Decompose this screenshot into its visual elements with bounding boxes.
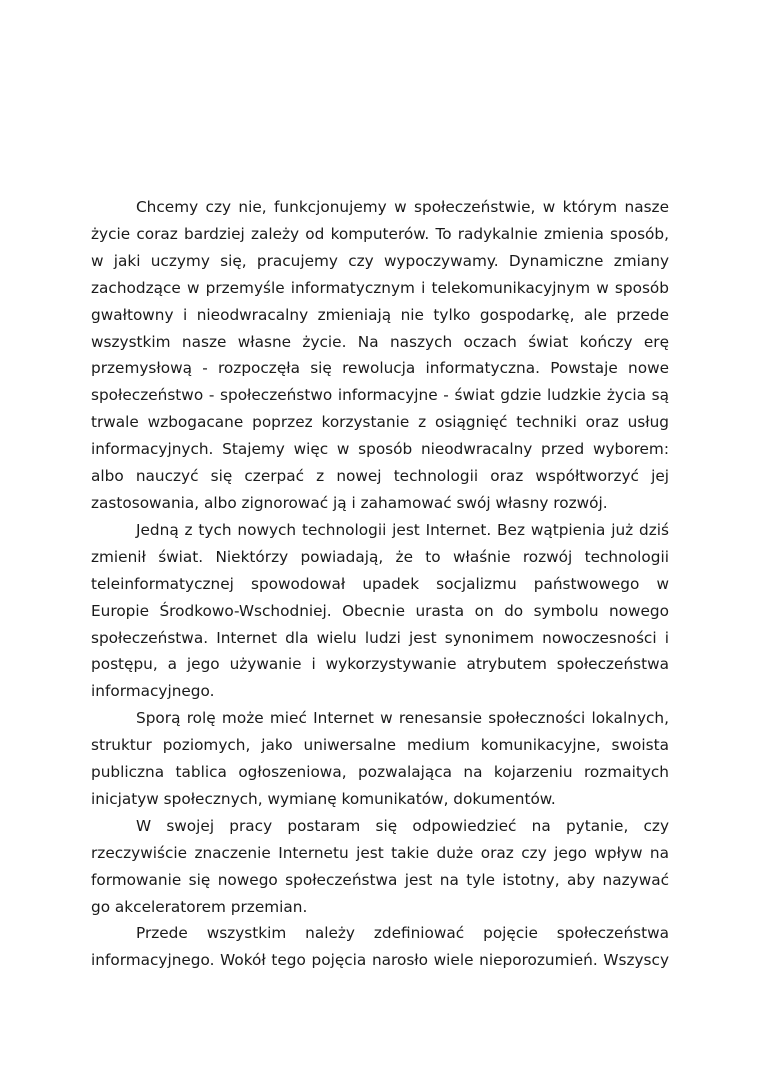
body-text	[91, 194, 669, 974]
paragraph-2: Jedną z tych nowych technologii jest Internet. Bez wątpienia już dziś zmienił świat. Niektórzy powiadają, że to właśnie rozwój technologii teleinformatycznej spowodował upadek socjalizmu państwowego w Europie Środkowo-Wschodniej. Obecnie urasta on do symbolu nowego społeczeństwa. Internet dla wielu ludzi jest synonimem nowoczesności i postępu, a jego używanie i wykorzystywanie atrybutem społeczeństwa informacyjnego.	[91, 520, 669, 701]
paragraph-1: Chcemy czy nie, funkcjonujemy w społeczeństwie, w którym nasze życie coraz bardziej zależy od komputerów. To radykalnie zmienia sposób, w jaki uczymy się, pracujemy czy wypoczywamy. Dynamiczne zmiany zachodzące w przemyśle informatycznym i telekomunikacyjnym w sposób gwałtowny i nieodwracalny zmieniają nie tylko gospodarkę, ale przede wszystkim nasze własne życie. Na naszych oczach świat kończy erę przemysłową - rozpoczęła się rewolucja informatyczna. Powstaje nowe społeczeństwo - społeczeństwo informacyjne - świat gdzie ludzkie życia są trwale wzbogacane poprzez korzystanie z osiągnięć techniki oraz usług informacyjnych. Stajemy więc w sposób nieodwracalny przed wyborem: albo nauczyć się czerpać z nowej technologii oraz współtworzyć jej zastosowania, albo zignorować ją i zahamować swój własny rozwój.	[91, 198, 669, 512]
paragraph-3: Sporą rolę może mieć Internet w renesansie społeczności lokalnych, struktur poziomych, jako uniwersalne medium komunikacyjne, swoista publiczna tablica ogłoszeniowa, pozwalająca na kojarzeniu rozmaitych inicjatyw społecznych, wymianę komunikatów, dokumentów.	[91, 709, 669, 808]
paragraph-4: W swojej pracy postaram się odpowiedzieć na pytanie, czy rzeczywiście znaczenie Internetu jest takie duże oraz czy jego wpływ na formowanie się nowego społeczeństwa jest na tyle istotny, aby nazywać go akceleratorem przemian.	[91, 816, 669, 916]
paragraph-5: Przede wszystkim należy zdefiniować pojęcie społeczeństwa informacyjnego. Wokół tego pojęcia narosło wiele nieporozumień. Wszyscy	[91, 924, 669, 970]
